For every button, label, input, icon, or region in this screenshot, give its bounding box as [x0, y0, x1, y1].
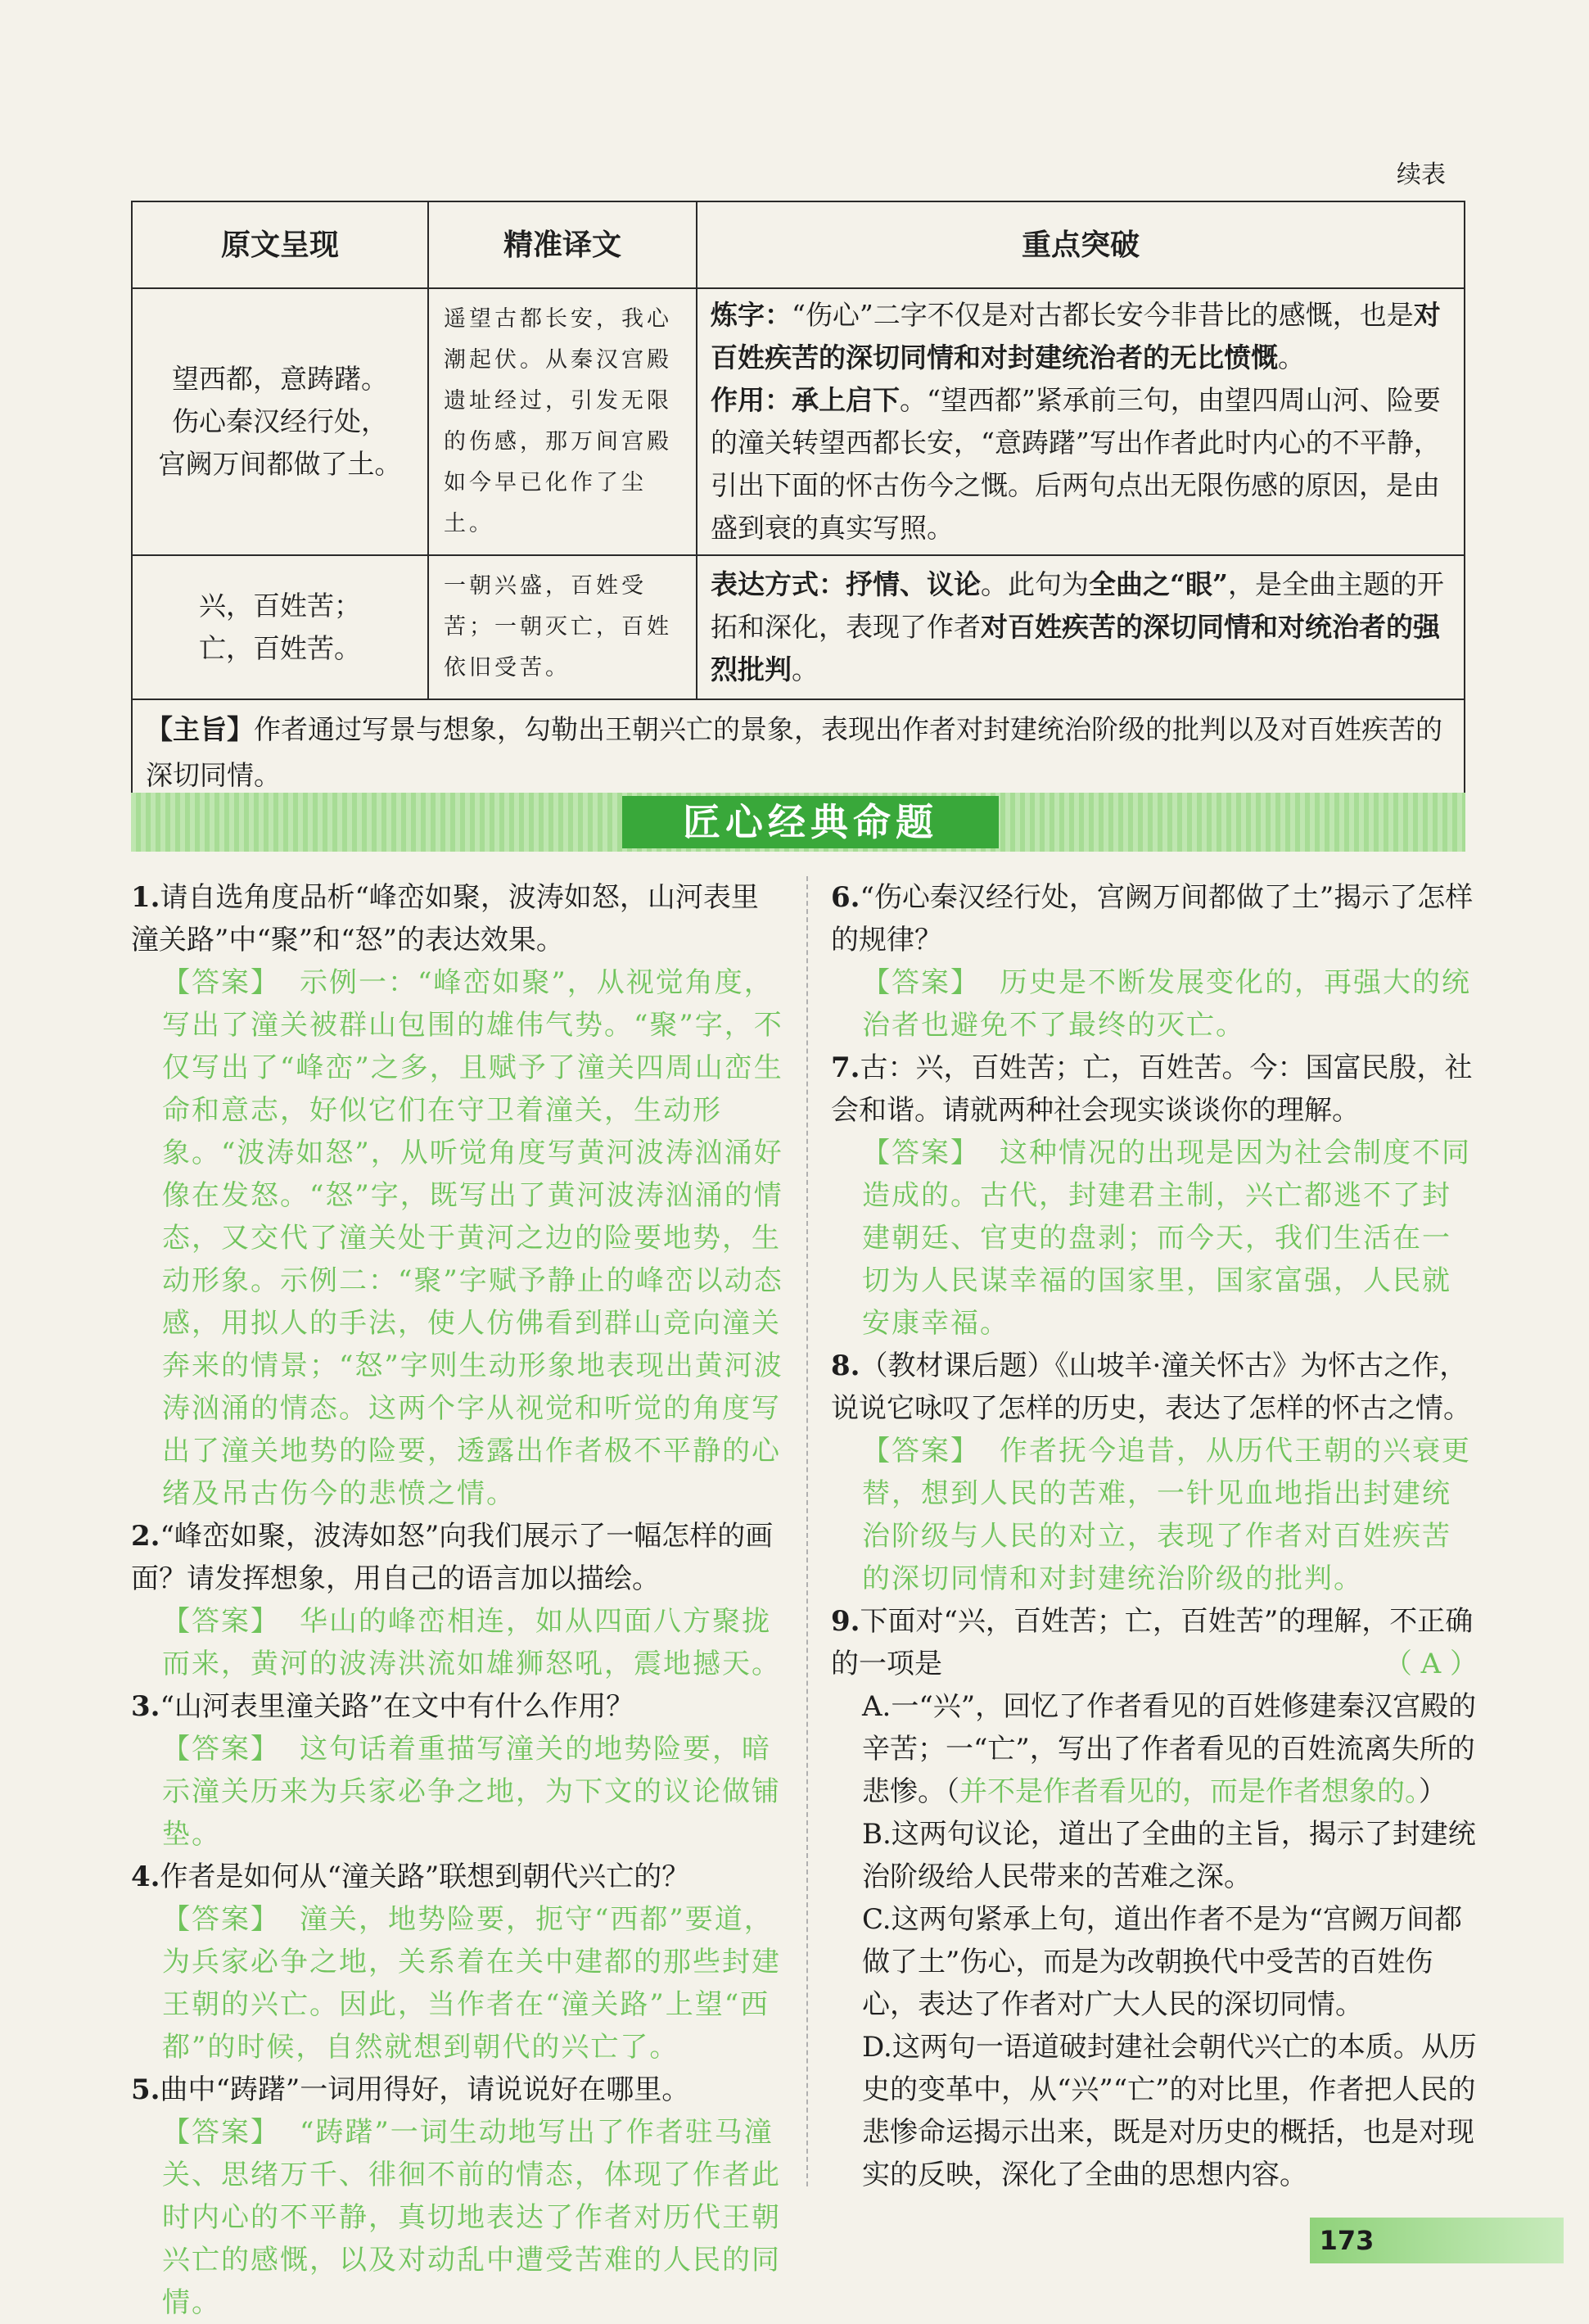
- question-number: 1.: [131, 881, 160, 914]
- option-item: [831, 1685, 1478, 1813]
- question-number: 2.: [131, 1520, 160, 1553]
- answer-block: [131, 1898, 786, 2069]
- answer-tag: 【答案】: [862, 1435, 980, 1467]
- table-row: [132, 288, 1465, 555]
- original-line: 伤心秦汉经行处，: [172, 405, 388, 437]
- answer-text: 潼关，地势险要，扼守“西都”要道，为兵家必争之地，关系着在关中建都的那些封建王朝的兴亡。因此，当作者在“潼关路”上望“西都”的时候，自然就想到朝代的兴亡了。: [162, 1903, 781, 2064]
- original-cell: [132, 288, 428, 555]
- translation-cell: 遥望古都长安，我心潮起伏。从秦汉宫殿遗址经过，引发无限的伤感，那万间宫殿如今早已化作了尘土。: [428, 288, 697, 555]
- key-point-paragraph: [711, 294, 1451, 379]
- key-points-cell: [697, 288, 1465, 555]
- question-item: [131, 2069, 786, 2324]
- key-emphasis: 承上启下: [792, 384, 900, 416]
- question-text: 作者是如何从“潼关路”联想到朝代兴亡的？: [160, 1861, 690, 1893]
- key-text: 。“望西都”紧承前三句，由望四周山河、险要的潼关转望西都长安，“意踌躇”写出作者此时内心的不平静，引出下面的怀古伤今之慨。后两句点出无限伤感的原因，是由盛到衰的真实写照。: [711, 384, 1441, 544]
- key-emphasis: 全曲之“眼”: [1089, 568, 1228, 600]
- question-item: [831, 1047, 1478, 1345]
- page-number: 173: [1319, 2225, 1375, 2256]
- column-divider: [806, 876, 808, 2186]
- original-line: 亡，百姓苦。: [199, 632, 361, 664]
- key-text: ，是全曲主题的开拓和深化，表现了作者: [711, 568, 1444, 643]
- option-item: C.这两句紧承上句，道出作者不是为“宫阙万间都做了土”伤心，而是为改朝换代中受苦的百姓伤心，表达了作者对广大人民的深切同情。: [862, 1903, 1462, 2021]
- question-number: 7.: [831, 1051, 860, 1084]
- continued-label: 续表: [1397, 161, 1446, 189]
- question-item: [831, 876, 1478, 1047]
- summary-label: 【主旨】: [146, 713, 254, 745]
- key-label: 作用：: [711, 384, 792, 416]
- answer-tag: 【答案】: [162, 1605, 280, 1638]
- answer-tag: 【答案】: [162, 966, 280, 999]
- choice-answer: （ A ）: [1384, 1648, 1478, 1680]
- table-header-row: [132, 201, 1465, 288]
- page-number-tab: [1310, 2218, 1564, 2263]
- option-note: 并不是作者看见的，而是作者想象的。: [959, 1775, 1419, 1808]
- key-emphasis: 对百姓疾苦的深切同情和对封建统治者的无比愤慨: [711, 299, 1441, 373]
- answer-text: 历史是不断发展变化的，再强大的统治者也避免不了最终的灭亡。: [862, 966, 1471, 1042]
- answer-text: “踌躇”一词生动地写出了作者驻马潼关、思绪万千、徘徊不前的情态，体现了作者此时内心的不平静，真切地表达了作者对历代王朝兴亡的感慨，以及对动乱中遭受苦难的人民的同情。: [162, 2116, 781, 2319]
- question-text: “伤心秦汉经行处，宫阙万间都做了土”揭示了怎样的规律？: [831, 881, 1474, 956]
- left-column: [131, 876, 786, 2324]
- answer-tag: 【答案】: [862, 1137, 980, 1169]
- answer-text: 作者抚今追昔，从历代王朝的兴衰更替，想到人民的苦难，一针见血地指出封建统治阶级与人民的对立，表现了作者对百姓疾苦的深切同情和对封建统治阶级的批判。: [862, 1435, 1471, 1595]
- answer-tag: 【答案】: [162, 1733, 280, 1766]
- key-points-cell: [697, 555, 1465, 699]
- question-item: [131, 1856, 786, 2069]
- question-text: （教材课后题）《山坡羊·潼关怀古》为怀古之作，说说它咏叹了怎样的历史，表达了怎样的怀古之情。: [831, 1350, 1471, 1425]
- question-text: 古：兴，百姓苦；亡，百姓苦。今：国富民殷，社会和谐。请就两种社会现实谈谈你的理解。: [831, 1051, 1473, 1127]
- answer-block: [131, 1600, 786, 1685]
- question-text: 请自选角度品析“峰峦如聚，波涛如怒，山河表里潼关路”中“聚”和“怒”的表达效果。: [131, 881, 759, 956]
- question-item: [131, 876, 786, 1515]
- answer-block: [831, 1132, 1478, 1345]
- option-item: D.这两句一语道破封建社会朝代兴亡的本质。从历史的变革中，从“兴”“亡”的对比里，作者把人民的悲惨命运揭示出来，既是对历史的概括，也是对现实的反映，深化了全曲的思想内容。: [862, 2031, 1477, 2191]
- answer-tag: 【答案】: [162, 1903, 280, 1936]
- answer-text: 示例一：“峰峦如聚”，从视觉角度，写出了潼关被群山包围的雄伟气势。“聚”字，不仅写出了“峰峦”之多，且赋予了潼关四周山峦生命和意志，好似它们在守卫着潼关，生动形象。“波涛如怒”，从听觉角度写黄河波涛汹涌好像在发怒。“怒”字，既写出了黄河波涛汹涌的情态，又交代了潼关处于黄河之边的险要地势，生动形象。示例二：“聚”字赋予静止的峰峦以动态感，用拟人的手法，使人仿佛看到群山竞向潼关奔来的情景；“怒”字则生动形象地表现出黄河波涛汹涌的情态。这两个字从视觉和听觉的角度写出了潼关地势的险要，透露出作者极不平静的心绪及吊古伤今的悲愤之情。: [162, 966, 783, 1510]
- key-label: 炼字：: [711, 299, 792, 331]
- answer-text: 这句话着重描写潼关的地势险要，暗示潼关历来为兵家必争之地，为下文的议论做铺垫。: [162, 1733, 781, 1851]
- answer-block: [831, 1430, 1478, 1600]
- key-text: “伤心”二字不仅是对古都长安今非昔比的感慨，也是: [792, 299, 1414, 331]
- question-item: [131, 1685, 786, 1856]
- header-translation: 精准译文: [428, 201, 697, 288]
- header-key-points: 重点突破: [697, 201, 1465, 288]
- section-title: 匠心经典命题: [622, 796, 999, 848]
- option-text: ）: [1419, 1775, 1447, 1808]
- answer-block: [131, 1728, 786, 1856]
- answer-text: 这种情况的出现是因为社会制度不同造成的。古代，封建君主制，兴亡都逃不了封建朝廷、官吏的盘剥；而今天，我们生活在一切为人民谋幸福的国家里，国家富强，人民就安康幸福。: [862, 1137, 1471, 1340]
- answer-tag: 【答案】: [162, 2116, 280, 2149]
- answer-block: [131, 961, 786, 1515]
- question-number: 4.: [131, 1861, 160, 1893]
- question-number: 8.: [831, 1350, 860, 1382]
- question-number: 3.: [131, 1690, 160, 1723]
- translation-cell: 一朝兴盛，百姓受苦；一朝灭亡，百姓依旧受苦。: [428, 555, 697, 699]
- question-item-choice: [831, 1600, 1478, 2196]
- original-cell: [132, 555, 428, 699]
- question-text: 曲中“踌躇”一词用得好，请说说好在哪里。: [160, 2073, 690, 2106]
- key-text: 。此句为: [981, 568, 1089, 600]
- original-line: 兴，百姓苦；: [199, 590, 361, 622]
- original-line: 望西都，意踌躇。: [172, 363, 388, 395]
- option-text: A.一“兴”，回忆了作者看见的百姓修建秦汉宫殿的辛苦；一“亡”，写出了作者看见的百姓流离失所的悲惨。（: [862, 1690, 1477, 1808]
- table-row: [132, 555, 1465, 699]
- right-column: [831, 876, 1478, 2196]
- key-point-paragraph: [711, 379, 1451, 549]
- summary-text: 作者通过写景与想象，勾勒出王朝兴亡的景象，表现出作者对封建统治阶级的批判以及对百姓疾苦的深切同情。: [146, 713, 1442, 791]
- summary-row: [132, 699, 1465, 806]
- question-item: [831, 1345, 1478, 1600]
- question-number: 9.: [831, 1605, 860, 1638]
- question-text: “山河表里潼关路”在文中有什么作用？: [160, 1690, 634, 1723]
- question-number: 5.: [131, 2073, 160, 2106]
- header-original: 原文呈现: [132, 201, 428, 288]
- answer-block: [131, 2111, 786, 2324]
- question-number: 6.: [831, 881, 860, 914]
- key-text: 。: [792, 653, 819, 685]
- answer-text: 华山的峰峦相连，如从四面八方聚拢而来，黄河的波涛洪流如雄狮怒吼，震地撼天。: [162, 1605, 781, 1680]
- question-text: “峰峦如聚，波涛如怒”向我们展示了一幅怎样的画面？请发挥想象，用自己的语言加以描绘。: [131, 1520, 774, 1595]
- key-emphasis: 抒情、议论: [846, 568, 981, 600]
- option-item: B.这两句议论，道出了全曲的主旨，揭示了封建统治阶级给人民带来的苦难之深。: [862, 1818, 1476, 1893]
- answer-block: [831, 961, 1478, 1047]
- key-text: 。: [1278, 341, 1305, 373]
- key-emphasis: 对百姓疾苦的深切同情和对统治者的强烈批判: [711, 611, 1440, 685]
- question-item: [131, 1515, 786, 1685]
- original-line: 宫阙万间都做了土。: [158, 448, 402, 480]
- summary-cell: [132, 699, 1465, 806]
- poem-table: [131, 201, 1465, 807]
- answer-tag: 【答案】: [862, 966, 980, 999]
- question-text: 下面对“兴，百姓苦；亡，百姓苦”的理解，不正确的一项是: [831, 1605, 1474, 1680]
- key-label: 表达方式：: [711, 568, 846, 600]
